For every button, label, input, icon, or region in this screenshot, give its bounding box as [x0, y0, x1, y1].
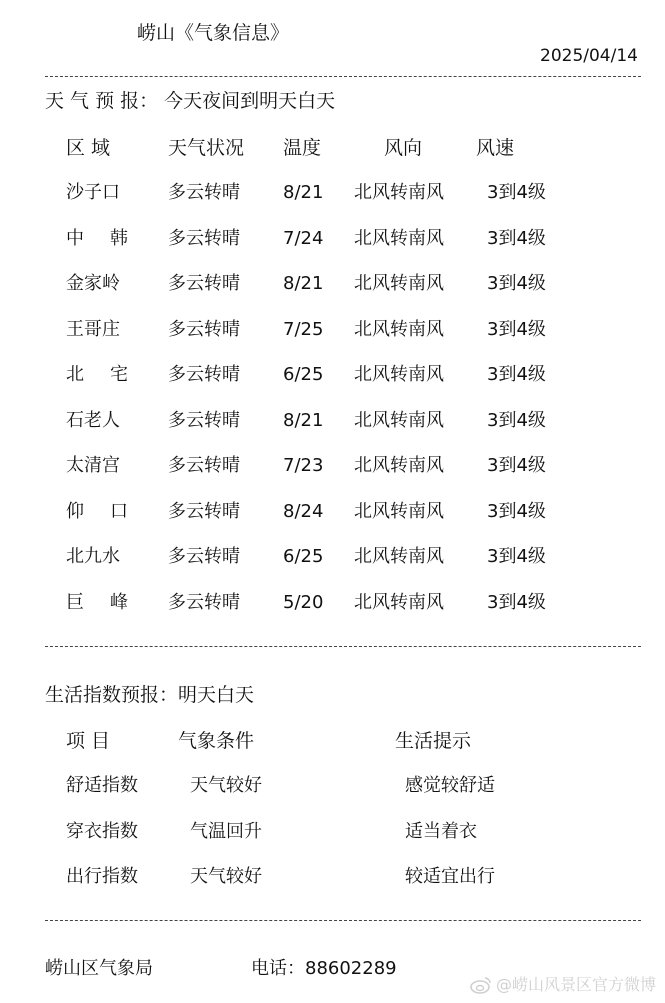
cell-condition: 多云转晴 — [168, 546, 240, 567]
list-item — [0, 777, 665, 801]
cell-wind-direction: 北风转南风 — [354, 182, 444, 203]
table-row — [0, 457, 665, 481]
watermark-text: @崂山风景区官方微博 — [496, 975, 657, 994]
column-header-condition: 气象条件 — [178, 730, 255, 752]
cell-condition: 多云转晴 — [168, 273, 240, 294]
cell-condition: 多云转晴 — [168, 591, 240, 613]
cell-tip: 适当着衣 — [405, 820, 477, 842]
cell-wind-direction: 北风转南风 — [354, 227, 444, 249]
document-title: 崂山《气象信息》 — [137, 22, 290, 44]
bureau-name: 崂山区气象局 — [45, 958, 153, 979]
cell-wind-direction: 北风转南风 — [354, 318, 444, 340]
phone-label: 电话： — [251, 958, 305, 979]
cell-temperature: 6/25 — [283, 364, 324, 385]
table-row — [0, 184, 665, 208]
cell-temperature: 8/21 — [283, 409, 324, 431]
area-character: 口 — [110, 500, 128, 522]
cell-wind-speed: 3到4级 — [487, 182, 546, 203]
cell-tip: 感觉较舒适 — [405, 775, 495, 796]
cell-area: 北九水 — [66, 546, 120, 567]
forecast-heading: 天 气 预 报： 今天夜间到明天白天 — [45, 90, 336, 112]
column-header-temperature: 温度 — [283, 137, 322, 159]
cell-wind-speed: 3到4级 — [487, 546, 546, 567]
life-index-heading: 生活指数预报：明天白天 — [45, 684, 255, 706]
table-row — [0, 366, 665, 390]
column-header-area: 区 域 — [66, 137, 111, 159]
cell-item: 穿衣指数 — [66, 820, 138, 842]
cell-wind-speed: 3到4级 — [487, 455, 546, 476]
area-character: 巨 — [66, 591, 84, 613]
cell-condition: 多云转晴 — [168, 409, 240, 431]
cell-temperature: 8/21 — [283, 182, 324, 203]
cell-temperature: 7/25 — [283, 318, 324, 340]
cell-condition: 气温回升 — [190, 820, 262, 842]
table-row — [0, 591, 665, 618]
table-row — [0, 275, 665, 299]
cell-wind-speed: 3到4级 — [487, 500, 546, 522]
cell-temperature: 5/20 — [283, 591, 324, 613]
life-index-header-row — [0, 732, 665, 756]
table-row — [0, 318, 665, 345]
column-header-wind-direction: 风向 — [384, 137, 423, 159]
cell-area: 太清宫 — [66, 455, 120, 476]
table-row — [0, 548, 665, 572]
cell-wind-speed: 3到4级 — [487, 591, 546, 613]
cell-condition: 多云转晴 — [168, 500, 240, 522]
phone-number: 88602289 — [305, 958, 397, 979]
watermark — [470, 976, 656, 994]
column-header-wind-speed: 风速 — [476, 137, 515, 159]
area-character: 北 — [66, 364, 84, 385]
phone-line — [251, 960, 397, 978]
column-header-tip: 生活提示 — [395, 730, 472, 752]
cell-wind-speed: 3到4级 — [487, 273, 546, 294]
cell-area — [66, 500, 128, 522]
cell-temperature: 8/24 — [283, 500, 324, 522]
cell-condition: 多云转晴 — [168, 455, 240, 476]
area-character: 宅 — [110, 364, 128, 385]
cell-wind-direction: 北风转南风 — [354, 546, 444, 567]
cell-wind-speed: 3到4级 — [487, 227, 546, 249]
cell-condition: 多云转晴 — [168, 227, 240, 249]
cell-area: 沙子口 — [66, 182, 120, 203]
table-row — [0, 500, 665, 527]
cell-condition: 多云转晴 — [168, 318, 240, 340]
divider — [45, 646, 641, 647]
cell-wind-speed: 3到4级 — [487, 409, 546, 431]
cell-wind-direction: 北风转南风 — [354, 409, 444, 431]
cell-condition: 天气较好 — [190, 866, 262, 887]
cell-temperature: 8/21 — [283, 273, 324, 294]
cell-item: 舒适指数 — [66, 775, 138, 796]
cell-temperature: 7/24 — [283, 227, 324, 249]
forecast-header-row — [0, 139, 665, 163]
cell-condition: 多云转晴 — [168, 182, 240, 203]
cell-area: 王哥庄 — [66, 318, 120, 340]
cell-condition: 多云转晴 — [168, 364, 240, 385]
column-header-item: 项 目 — [66, 730, 111, 752]
cell-condition: 天气较好 — [190, 775, 262, 796]
cell-area: 金家岭 — [66, 273, 120, 294]
cell-tip: 较适宜出行 — [405, 866, 495, 887]
cell-temperature: 7/23 — [283, 455, 324, 476]
table-row — [0, 409, 665, 436]
document-date: 2025/04/14 — [540, 46, 638, 66]
cell-item: 出行指数 — [66, 866, 138, 887]
cell-area — [66, 591, 128, 613]
cell-area: 石老人 — [66, 409, 120, 431]
area-character: 仰 — [66, 500, 84, 522]
divider — [45, 76, 641, 77]
cell-area — [66, 227, 128, 249]
area-character: 韩 — [110, 227, 128, 249]
column-header-condition: 天气状况 — [168, 137, 245, 159]
cell-wind-direction: 北风转南风 — [354, 500, 444, 522]
list-item — [0, 820, 665, 847]
list-item — [0, 868, 665, 892]
area-character: 中 — [66, 227, 84, 249]
cell-wind-speed: 3到4级 — [487, 318, 546, 340]
cell-area — [66, 366, 128, 384]
cell-wind-direction: 北风转南风 — [354, 591, 444, 613]
table-row — [0, 227, 665, 254]
weibo-icon — [470, 976, 492, 994]
cell-wind-direction: 北风转南风 — [354, 455, 444, 476]
divider — [45, 920, 641, 921]
cell-wind-direction: 北风转南风 — [354, 273, 444, 294]
cell-wind-direction: 北风转南风 — [354, 364, 444, 385]
cell-temperature: 6/25 — [283, 546, 324, 567]
area-character: 峰 — [110, 591, 128, 613]
cell-wind-speed: 3到4级 — [487, 364, 546, 385]
